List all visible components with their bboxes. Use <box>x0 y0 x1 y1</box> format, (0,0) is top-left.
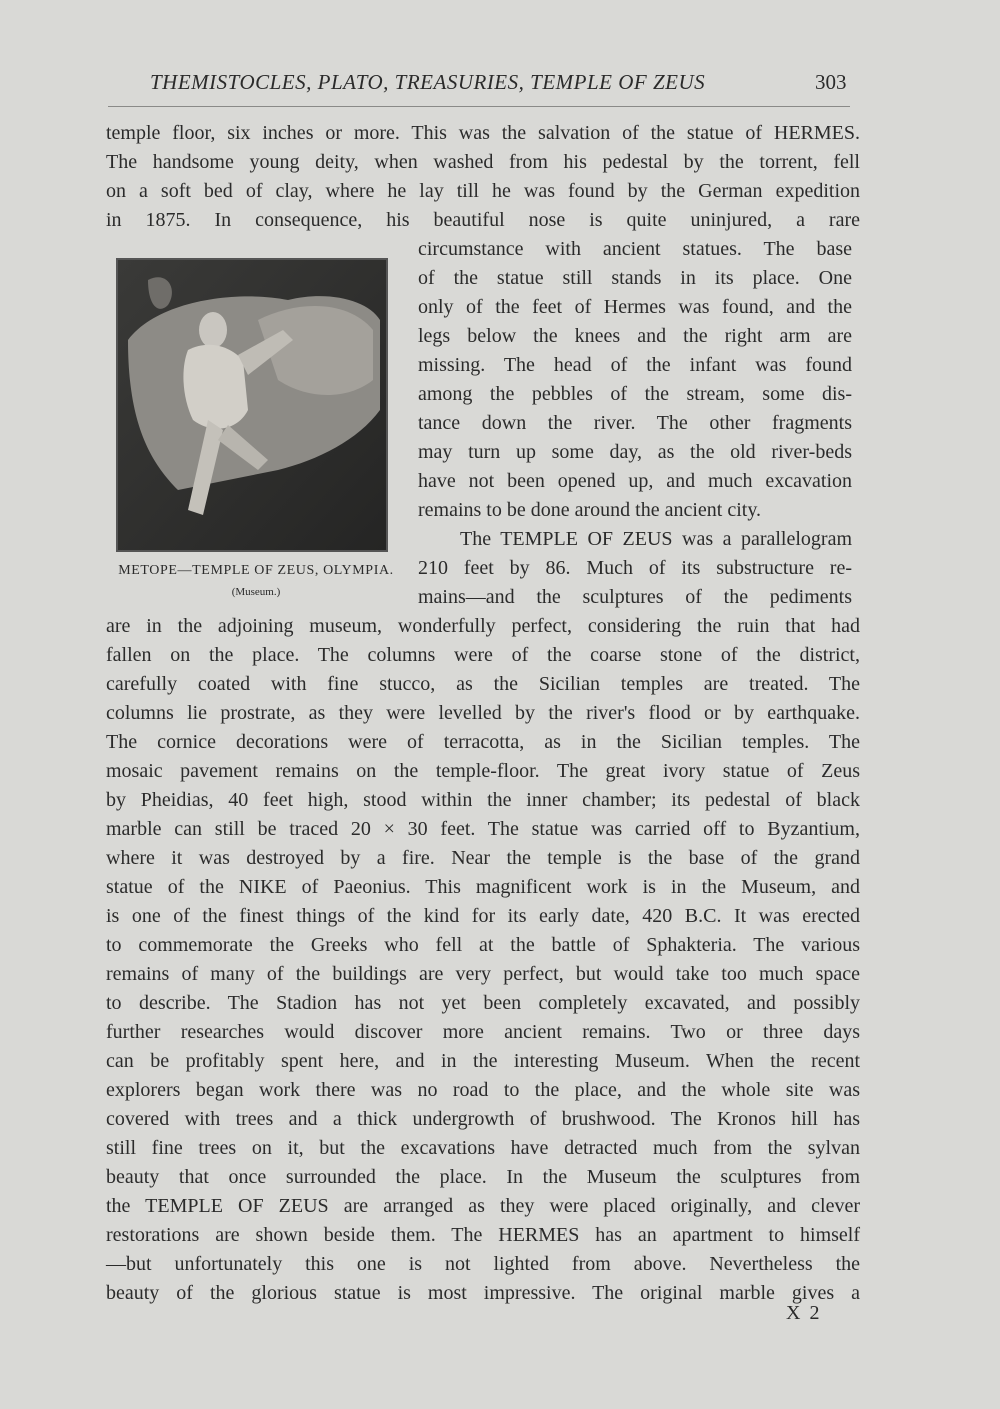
text-line: in 1875. In consequence, his beautiful nose is quite uninjured, a rare <box>106 209 860 231</box>
text-line: circumstance with ancient statues. The base <box>418 238 852 260</box>
text-line: marble can still be traced 20 × 30 feet. The statue was carried off to Byzantium, <box>106 818 860 840</box>
text-line: beauty of the glorious statue is most impressive. The original marble gives a <box>106 1282 860 1304</box>
text-line: covered with trees and a thick undergrowth of brushwood. The Kronos hill has <box>106 1108 860 1130</box>
text-line: by Pheidias, 40 feet high, stood within the inner chamber; its pedestal of black <box>106 789 860 811</box>
text-line: columns lie prostrate, as they were levelled by the river's flood or by earthquake. <box>106 702 860 724</box>
page-number: 303 <box>815 70 847 94</box>
text-line: remains of many of the buildings are very perfect, but would take too much space <box>106 963 860 985</box>
text-line: mains—and the sculptures of the pediments <box>418 586 852 608</box>
metope-photograph <box>116 258 388 552</box>
text-line: carefully coated with fine stucco, as the Sicilian temples are treated. The <box>106 673 860 695</box>
text-line: The handsome young deity, when washed from his pedestal by the torrent, fell <box>106 151 860 173</box>
text-line: where it was destroyed by a fire. Near the temple is the base of the grand <box>106 847 860 869</box>
text-line: temple floor, six inches or more. This was the salvation of the statue of HERMES. <box>106 122 860 144</box>
header-rule <box>108 106 850 107</box>
text-line: to describe. The Stadion has not yet been completely excavated, and possibly <box>106 992 860 1014</box>
text-line: remains to be done around the ancient city. <box>418 499 762 521</box>
text-line: further researches would discover more ancient remains. Two or three days <box>106 1021 860 1043</box>
text-line: have not been opened up, and much excavation <box>418 470 852 492</box>
text-line: among the pebbles of the stream, some dis- <box>418 383 852 405</box>
text-line: 210 feet by 86. Much of its substructure re- <box>418 557 852 579</box>
figure-caption: METOPE—TEMPLE OF ZEUS, OLYMPIA. <box>118 563 394 578</box>
text-line: fallen on the place. The columns were of the coarse stone of the district, <box>106 644 860 666</box>
text-line: explorers began work there was no road to the place, and the whole site was <box>106 1079 860 1101</box>
text-line: missing. The head of the infant was found <box>418 354 852 376</box>
text-line: is one of the finest things of the kind for its early date, 420 B.C. It was erected <box>106 905 860 927</box>
text-line: are in the adjoining museum, wonderfully perfect, considering the ruin that had <box>106 615 860 637</box>
text-line: —but unfortunately this one is not lighted from above. Nevertheless the <box>106 1253 860 1275</box>
text-line: beauty that once surrounded the place. In the Museum the sculptures from <box>106 1166 860 1188</box>
text-line: the TEMPLE OF ZEUS are arranged as they were placed originally, and clever <box>106 1195 860 1217</box>
text-line: still fine trees on it, but the excavations have detracted much from the sylvan <box>106 1137 860 1159</box>
running-title: THEMISTOCLES, PLATO, TREASURIES, TEMPLE OF ZEUS <box>150 70 706 94</box>
text-line: mosaic pavement remains on the temple-floor. The great ivory statue of Zeus <box>106 760 860 782</box>
text-line: restorations are shown beside them. The HERMES has an apartment to himself <box>106 1224 860 1246</box>
text-line: can be profitably spent here, and in the interesting Museum. When the recent <box>106 1050 860 1072</box>
signature-mark: X 2 <box>786 1302 822 1324</box>
text-line: tance down the river. The other fragments <box>418 412 852 434</box>
text-line: to commemorate the Greeks who fell at the battle of Sphakteria. The various <box>106 934 860 956</box>
text-line: legs below the knees and the right arm are <box>418 325 852 347</box>
text-line: The cornice decorations were of terracotta, as in the Sicilian temples. The <box>106 731 860 753</box>
text-line: may turn up some day, as the old river-beds <box>418 441 852 463</box>
text-line: of the statue still stands in its place. One <box>418 267 852 289</box>
text-line: statue of the NIKE of Paeonius. This magnificent work is in the Museum, and <box>106 876 860 898</box>
text-line: The TEMPLE OF ZEUS was a parallelogram <box>460 528 852 550</box>
text-line: on a soft bed of clay, where he lay till he was found by the German expedition <box>106 180 860 202</box>
text-line: only of the feet of Hermes was found, and the <box>418 296 852 318</box>
figure-caption-sub: (Museum.) <box>231 586 281 598</box>
